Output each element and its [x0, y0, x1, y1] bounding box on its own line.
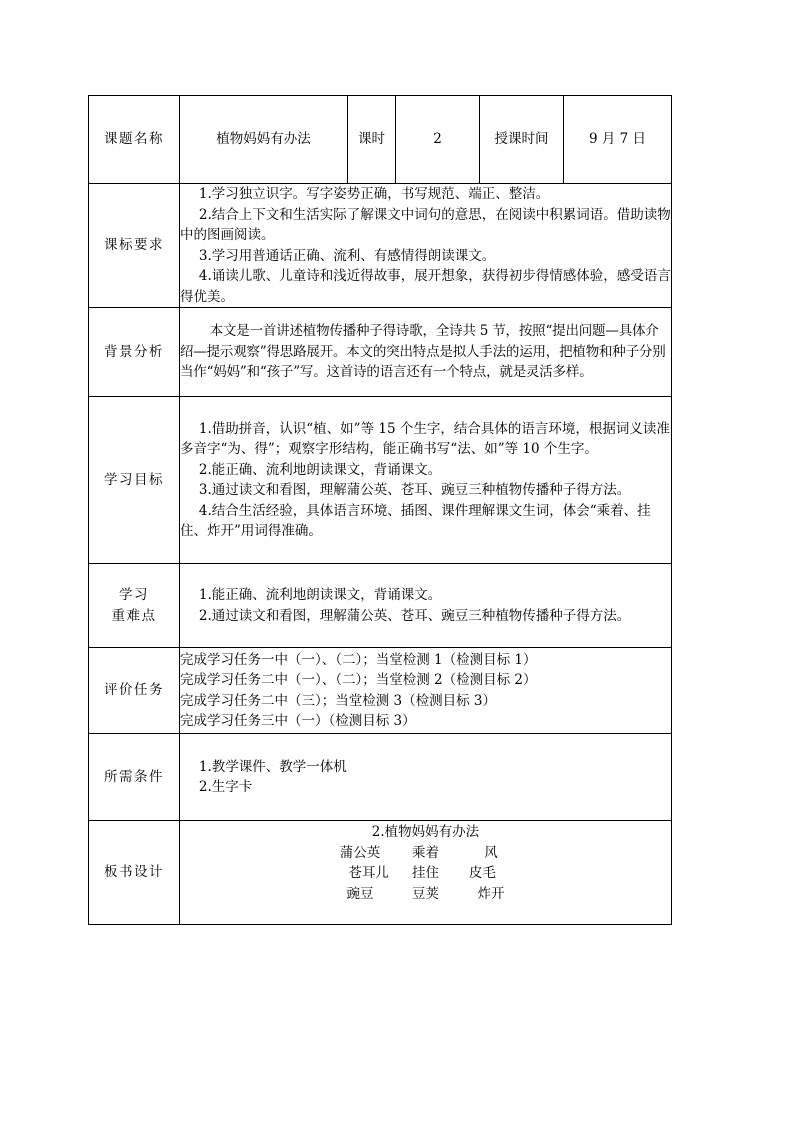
board-word: 皮毛 [468, 865, 496, 881]
board-word: 乘着 [412, 844, 439, 861]
background-row [89, 308, 672, 397]
evaluation-item: 完成学习任务二中（三）；当堂检测 3（检测目标 3） [180, 692, 497, 709]
materials-item: 1.教学课件、教学一体机 [198, 758, 347, 775]
materials-row [89, 734, 672, 821]
lesson-plan-table [88, 95, 672, 925]
materials-content [180, 734, 672, 821]
board-content [180, 821, 672, 925]
board-word: 豆荚 [412, 885, 439, 902]
curriculum-label: 课标要求 [89, 184, 180, 308]
background-content [180, 308, 672, 397]
curriculum-content [180, 184, 672, 308]
topic-value: 植物妈妈有办法 [180, 96, 348, 184]
objective-item: 3.通过读文和看图，理解蒲公英、苍耳、豌豆三种植物传播种子得方法。 [198, 482, 631, 498]
date-value: 9 月 7 日 [564, 96, 672, 184]
board-line [180, 863, 671, 884]
key-points-label-line1: 学习 [119, 587, 149, 603]
date-label: 授课时间 [480, 96, 564, 184]
objectives-label: 学习目标 [89, 397, 180, 564]
periods-value: 2 [396, 96, 480, 184]
materials-label: 所需条件 [89, 734, 180, 821]
curriculum-item: 3.学习用普通话正确、流利、有感情得朗读课文。 [198, 247, 496, 264]
board-line [180, 843, 671, 864]
curriculum-item: 1.学习独立识字。写字姿势正确，书写规范、端正、整洁。 [198, 186, 550, 202]
objective-item: 1.借助拼音，认识“植、如”等 15 个生字，结合具体的语言环境，根据词义读准多音字“为、得”；观察字形结构，能正确书写“法、如”等 10 个生字。 [180, 420, 670, 457]
topic-label: 课题名称 [89, 96, 180, 184]
board-row [89, 821, 672, 925]
curriculum-item: 4.诵读儿歌、儿童诗和浅近得故事，展开想象，获得初步得情感体验，感受语言得优美。 [180, 268, 671, 305]
evaluation-item: 完成学习任务一中（一）、（二）；当堂检测 1（检测目标 1） [180, 651, 537, 668]
board-word: 风 [484, 844, 498, 861]
objectives-content [180, 397, 672, 564]
evaluation-item: 完成学习任务三中（一）（检测目标 3） [180, 713, 416, 729]
header-row [89, 96, 672, 184]
key-point-item: 1.能正确、流利地朗读课文，背诵课文。 [198, 587, 442, 603]
board-line [180, 884, 671, 905]
key-points-content [180, 564, 672, 648]
board-word: 豌豆 [346, 885, 374, 902]
board-title: 2.植物妈妈有办法 [371, 824, 480, 840]
objective-item: 4.结合生活经验，具体语言环境、插图、课件理解课文生词，体会“乘着、挂住、炸开”用词得准确。 [180, 502, 651, 539]
board-word: 苍耳儿 [348, 865, 389, 881]
evaluation-content [180, 648, 672, 734]
board-word: 挂住 [412, 865, 439, 881]
evaluation-item: 完成学习任务二中（一）、（二）；当堂检测 2（检测目标 2） [180, 672, 537, 688]
board-word: 炸开 [477, 885, 505, 902]
key-points-row [89, 564, 672, 648]
objective-item: 2.能正确、流利地朗读课文，背诵课文。 [198, 461, 442, 478]
background-text: 本文是一首讲述植物传播种子得诗歌，全诗共 5 节，按照“提出问题—具体介绍—提示观察”得思路展开。本文的突出特点是拟人手法的运用，把植物和种子分别当作“妈妈”和“孩子”写。这首诗的语言还有一个特点，就是灵活多样。 [180, 323, 666, 381]
periods-label: 课时 [348, 96, 396, 184]
key-points-label [89, 564, 180, 648]
board-word: 蒲公英 [339, 844, 381, 861]
board-label: 板书设计 [89, 821, 180, 925]
materials-item: 2.生字卡 [198, 779, 253, 795]
objectives-row [89, 397, 672, 564]
background-label: 背景分析 [89, 308, 180, 397]
key-point-item: 2.通过读文和看图，理解蒲公英、苍耳、豌豆三种植物传播种子得方法。 [198, 607, 631, 624]
evaluation-row [89, 648, 672, 734]
curriculum-item: 2.结合上下文和生活实际了解课文中词句的意思，在阅读中积累词语。借助读物中的图画阅读。 [180, 206, 671, 243]
curriculum-row [89, 184, 672, 308]
evaluation-label: 评价任务 [89, 648, 180, 734]
key-points-label-line2: 重难点 [111, 607, 157, 624]
